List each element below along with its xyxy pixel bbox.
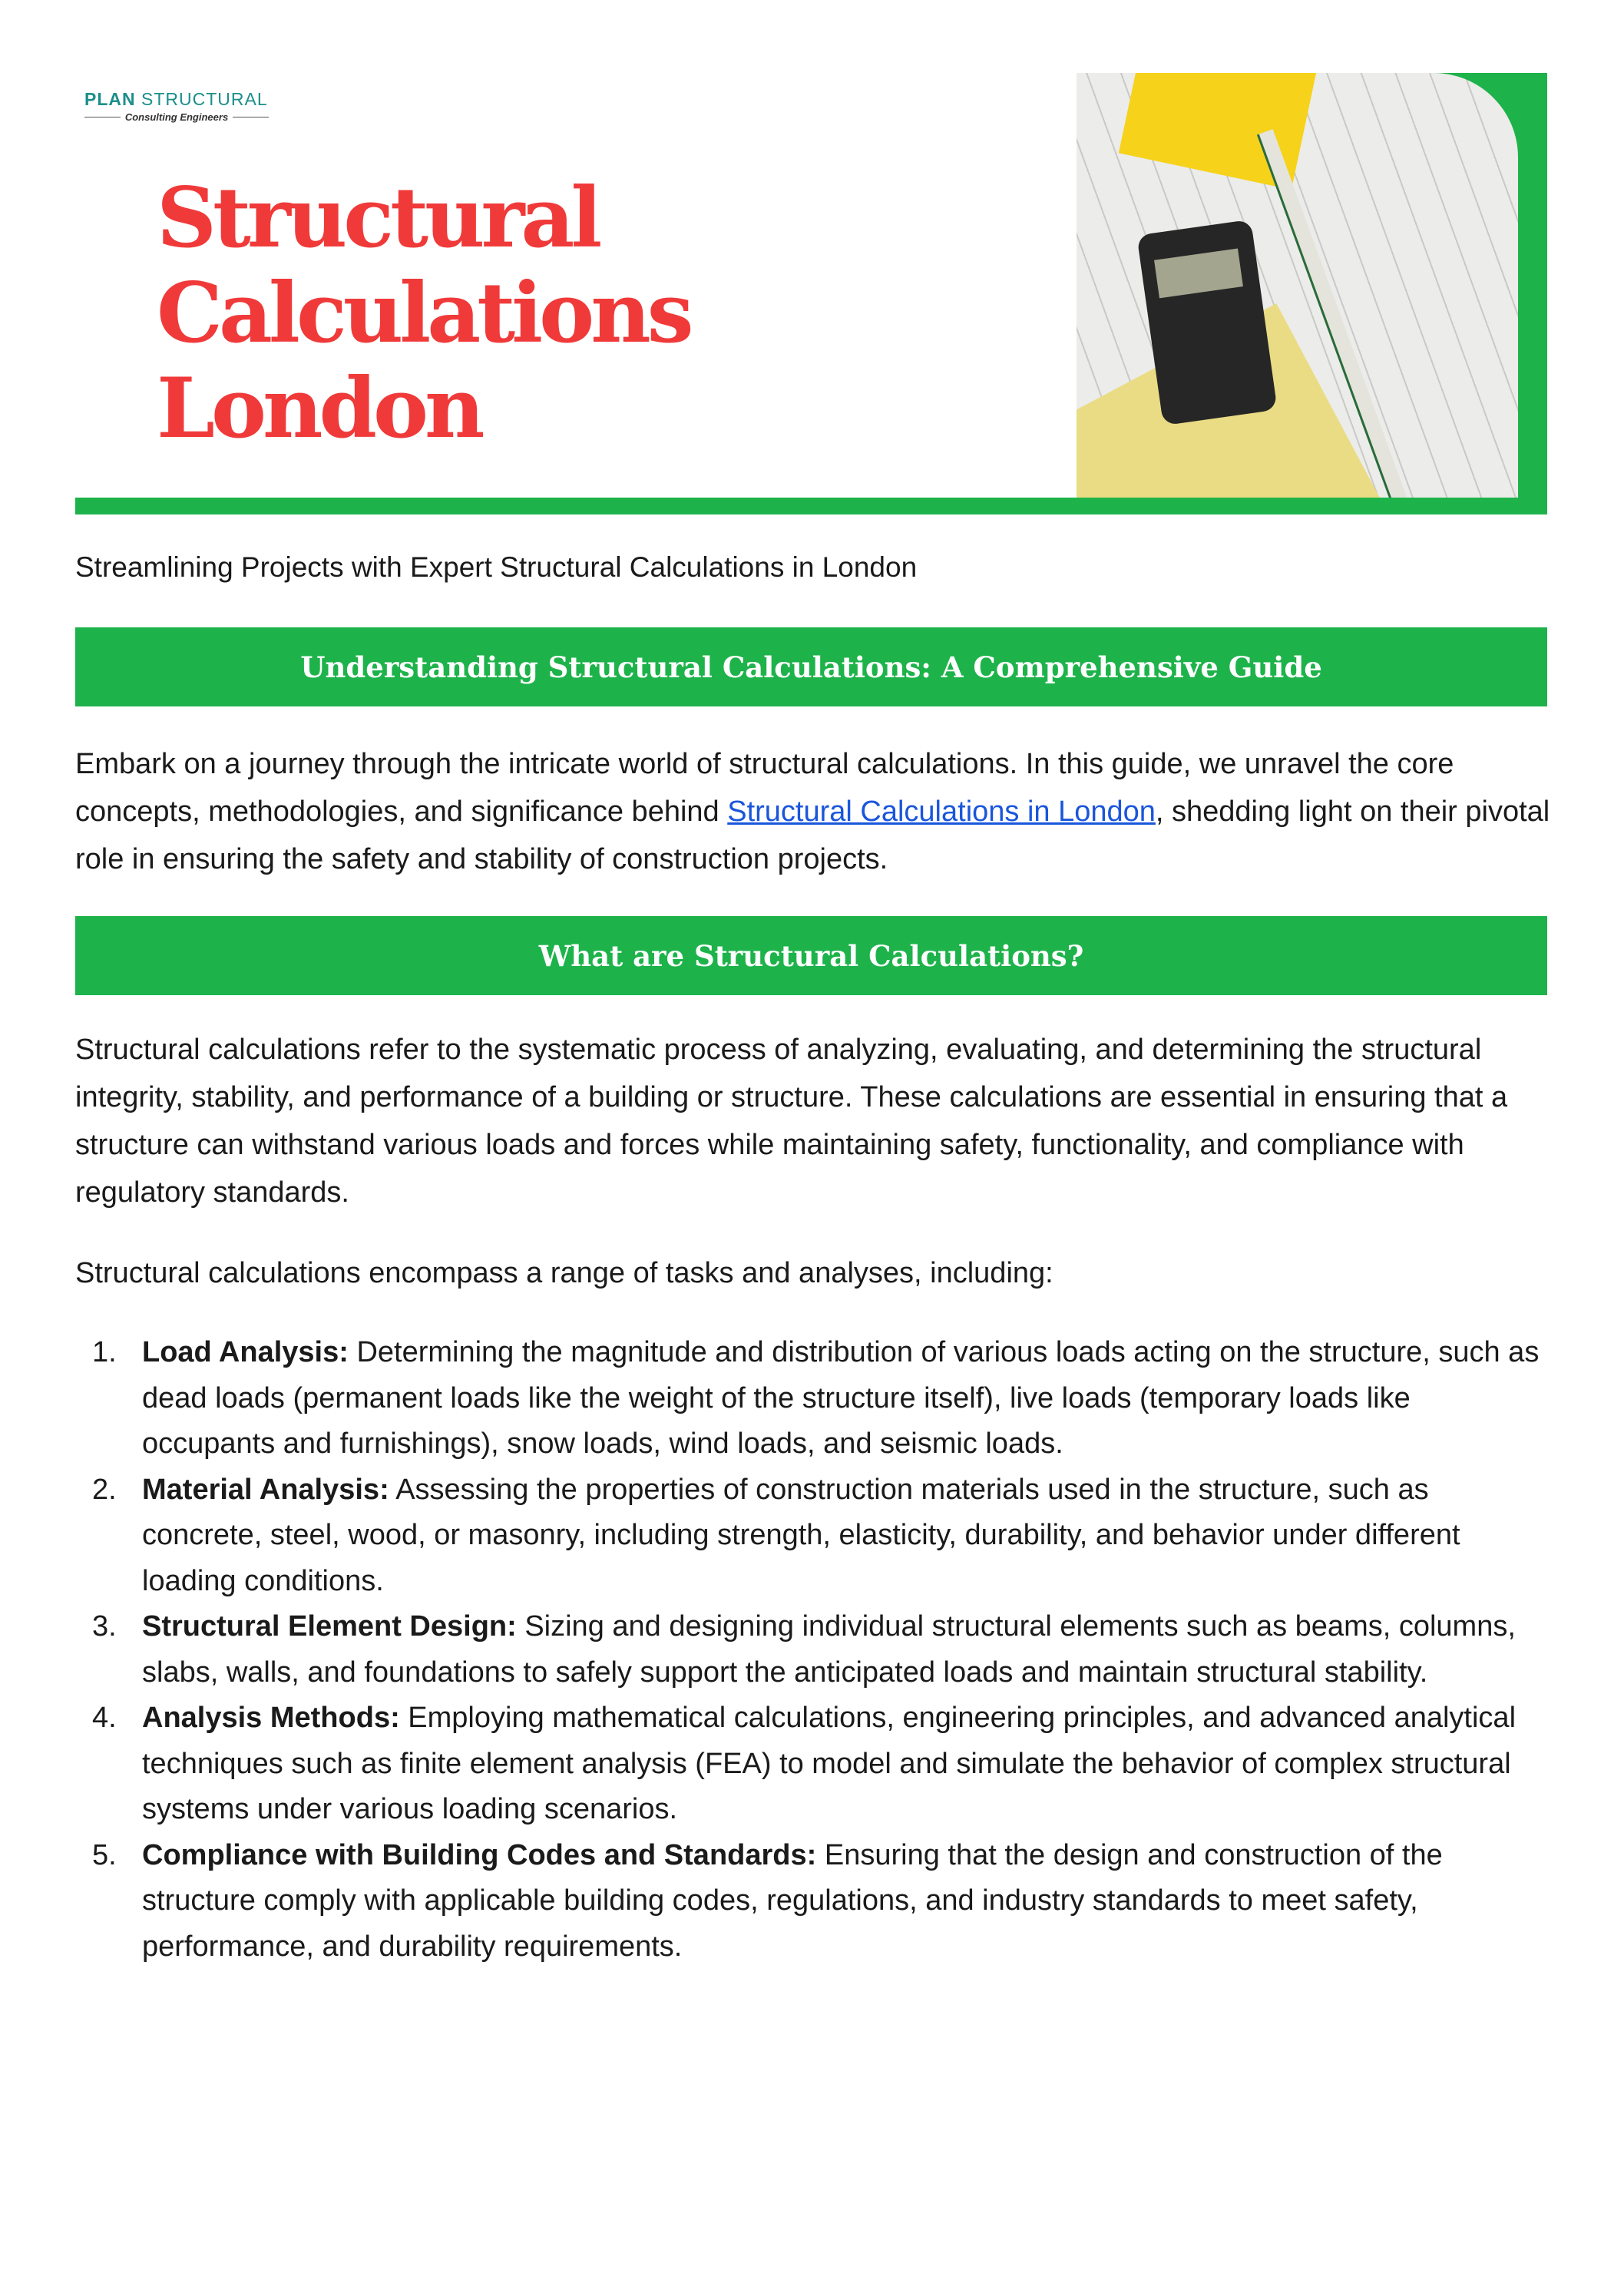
logo-sub-text: Consulting Engineers (124, 111, 229, 123)
item-number: 4. (92, 1702, 117, 1734)
logo-rest: STRUCTURAL (141, 89, 268, 109)
item-term: Load Analysis: (142, 1336, 349, 1368)
title-line: Calculations (157, 265, 690, 362)
company-logo (84, 89, 269, 123)
title-line: Structural (157, 170, 599, 266)
item-term: Analysis Methods: (142, 1702, 400, 1734)
item-text: Determining the magnitude and distribution of various loads acting on the structure, such as dead loads (permanent loads like the weight of the structure itself), live loads (temporary loads like occupants and furnishings), snow loads, wind loads, and seismic loads. (142, 1336, 1540, 1460)
item-number: 3. (92, 1610, 117, 1643)
task-list (75, 1330, 1550, 1970)
item-text: Employing mathematical calculations, engineering principles, and advanced analytical techniques such as finite element analysis (FEA) to model and simulate the behavior of complex structural systems under various loading scenarios. (142, 1702, 1517, 1825)
header-divider (75, 498, 1547, 514)
title-line: London (157, 360, 481, 457)
list-item (75, 1833, 1550, 1970)
item-text: Ensuring that the design and construction of the structure comply with applicable building codes, regulations, and industry standards to meet safety, performance, and durability requirements. (142, 1838, 1443, 1963)
item-term: Material Analysis: (142, 1473, 389, 1506)
text: , shedding light on their pivotal role in ensuring the safety and stability of construction projects. (75, 796, 1550, 875)
list-intro: Structural calculations encompass a range of tasks and analyses, including: (75, 1257, 1053, 1289)
list-item (75, 1696, 1550, 1833)
text: Embark on a journey through the intricate world of structural calculations. In this guide, we unravel the core concepts, methodologies, and significance behind (75, 748, 1454, 828)
item-number: 2. (92, 1473, 117, 1506)
definition-paragraph: Structural calculations refer to the systematic process of analyzing, evaluating, and determining the structural integrity, stability, and performance of a building or structure. These calculations are essential in ensuring that a structure can withstand various loads and forces while maintaining safety, functionality, and compliance with regulatory standards. (75, 1034, 1508, 1209)
list-item (75, 1604, 1550, 1696)
list-item (75, 1467, 1550, 1605)
item-term: Compliance with Building Codes and Standards: (142, 1838, 817, 1871)
list-item (75, 1330, 1550, 1467)
structural-calculations-link[interactable]: Structural Calculations in London (727, 796, 1156, 828)
item-term: Structural Element Design: (142, 1610, 517, 1643)
intro-paragraph (75, 740, 1557, 883)
item-number: 1. (92, 1336, 117, 1368)
logo-tagline (84, 111, 269, 123)
hero-photo-blueprints-calculator (1077, 73, 1518, 514)
logo-wordmark (84, 89, 269, 110)
item-text: Sizing and designing individual structural elements such as beams, columns, slabs, walls, and foundations to safely support the anticipated loads and maintain structural stability. (142, 1610, 1516, 1689)
item-text: Assessing the properties of construction materials used in the structure, such as concrete, steel, wood, or masonry, including strength, elasticity, durability, and behavior under different loading conditions. (142, 1473, 1460, 1597)
page-title (157, 170, 690, 456)
item-number: 5. (92, 1838, 117, 1871)
subtitle: Streamlining Projects with Expert Structural Calculations in London (75, 551, 918, 583)
logo-bold: PLAN (84, 89, 136, 109)
section-heading: What are Structural Calculations? (75, 916, 1547, 995)
section-heading: Understanding Structural Calculations: A Comprehensive Guide (75, 627, 1547, 706)
